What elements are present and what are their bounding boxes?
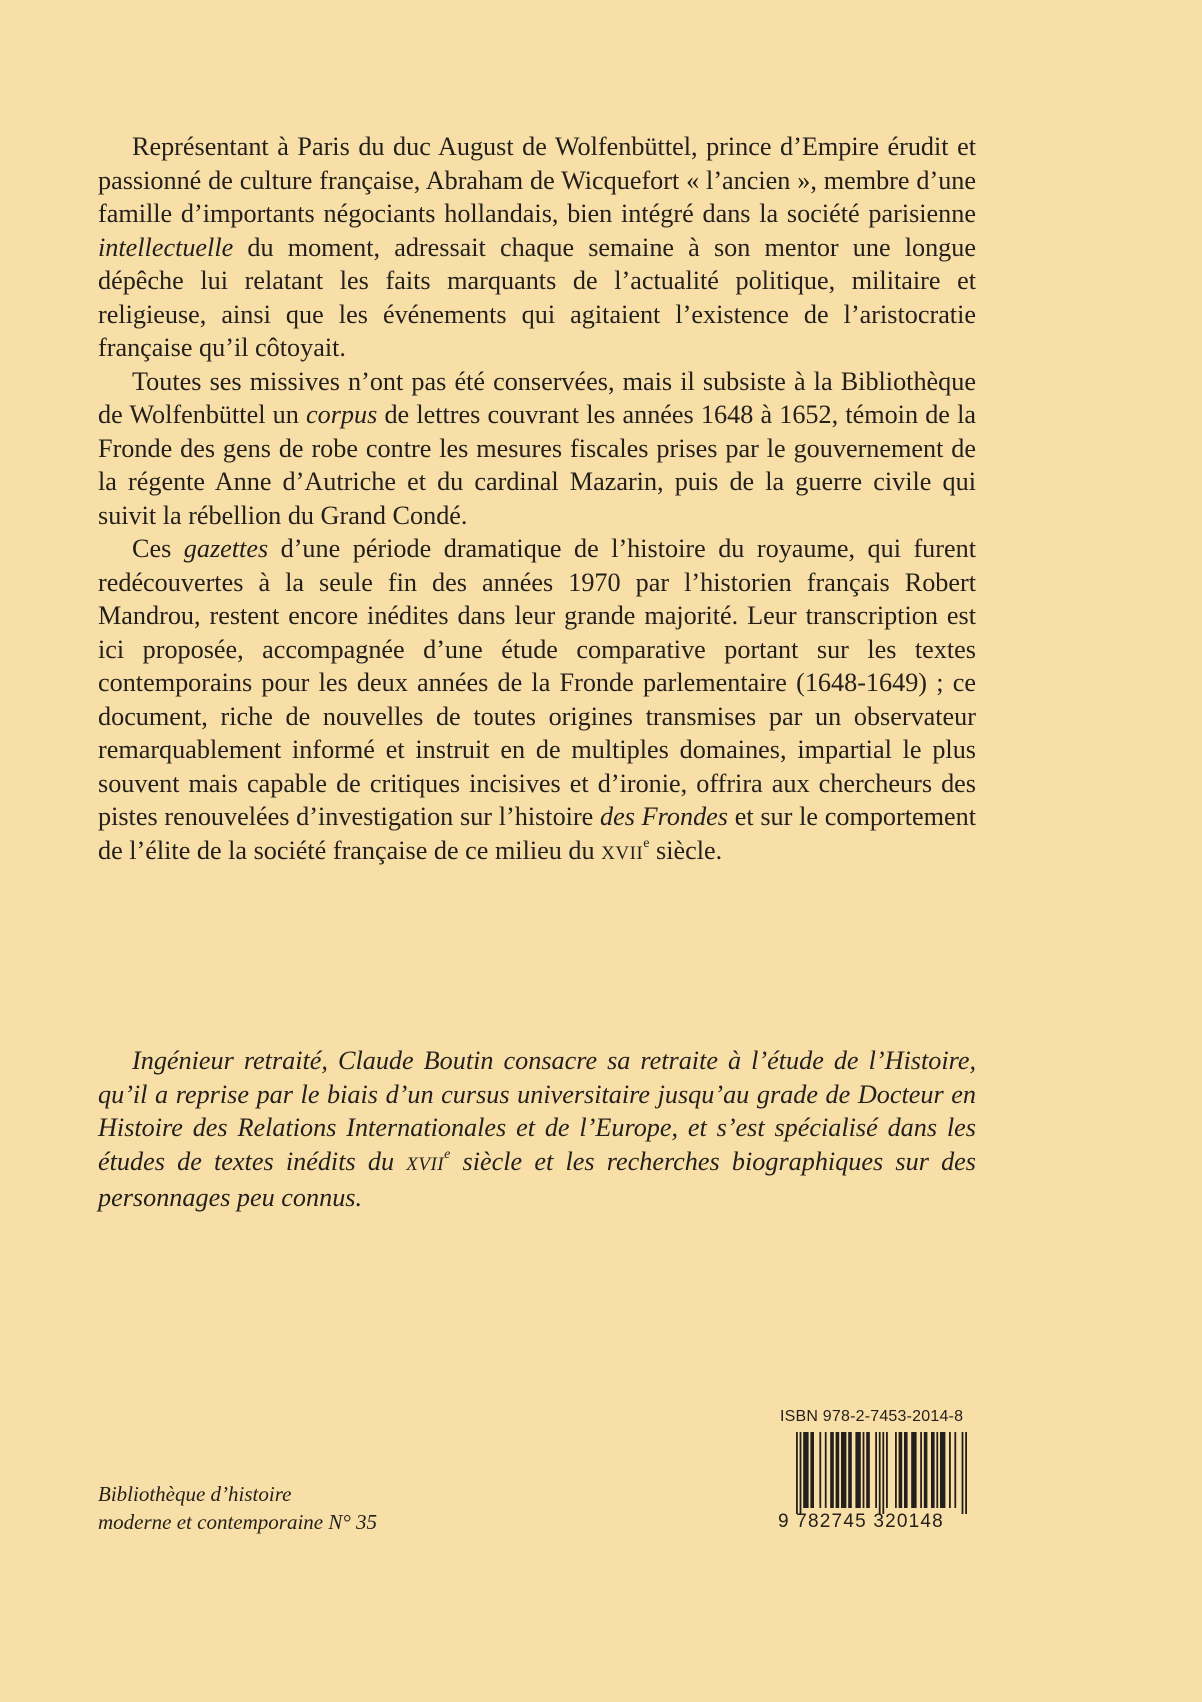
barcode-bars — [778, 1432, 970, 1514]
text-run: Représentant à Paris du duc August de Wolfenbüttel, prince d’Empire érudit et passionné de culture française, Abraham de Wicquefort « l’ancien », membre d’une famille d’importants négociants hollandais, bien intégré dans la société parisienne — [98, 132, 976, 228]
text-run: et sur le comportement de l’élite de la société française de ce milieu du — [98, 802, 976, 865]
barcode-bar — [899, 1432, 903, 1508]
italic-phrase: gazettes — [183, 534, 269, 563]
barcode-bar — [819, 1432, 821, 1508]
barcode-bar — [830, 1432, 834, 1508]
synopsis — [98, 130, 976, 870]
barcode-bar — [920, 1432, 922, 1508]
synopsis-paragraph — [98, 532, 976, 870]
text-run: du moment, adressait chaque semaine à son mentor une longue dépêche lui relatant les faits marquants de l’actualité politique, militaire et religieuse, ainsi que les événements qui agitaient l’existence de l’aristocratie française qu’il côtoyait. — [98, 232, 976, 362]
barcode-bar — [836, 1432, 840, 1508]
isbn-label: ISBN 978-2-7453-2014-8 — [780, 1408, 964, 1425]
barcode-bar — [825, 1432, 827, 1508]
superscript: e — [643, 835, 650, 851]
barcode-bar — [848, 1432, 852, 1508]
barcode-bar — [866, 1432, 870, 1508]
text-run: Toutes ses missives n’ont pas été conservées, mais il subsiste à la Bibliothèque de Wolfenbüttel un — [98, 366, 976, 429]
barcode-bar — [936, 1432, 938, 1508]
barcode-bar — [895, 1432, 897, 1508]
small-caps-numeral: XVII — [601, 842, 644, 864]
barcode-bar — [841, 1432, 846, 1508]
barcode-bar — [911, 1432, 916, 1508]
barcode-bar — [879, 1432, 881, 1514]
barcode-bar — [904, 1432, 908, 1508]
synopsis-paragraph — [98, 365, 976, 533]
synopsis-paragraph — [98, 130, 976, 365]
series-name — [98, 1480, 377, 1536]
text-run: siècle. — [649, 835, 723, 865]
barcode-digits: 9 782745 320148 — [778, 1511, 944, 1532]
barcode-bar — [954, 1432, 956, 1508]
text-run: Ces — [132, 534, 184, 563]
author-bio-paragraph — [98, 1044, 976, 1215]
text-run: siècle et les recherches biographiques sur des personnages peu connus. — [98, 1146, 976, 1212]
italic-phrase: intellectuelle — [98, 232, 234, 262]
author-bio — [98, 1044, 976, 1215]
barcode-bar — [886, 1432, 888, 1508]
barcode-bar — [931, 1432, 935, 1508]
barcode-bar — [855, 1432, 860, 1508]
barcode-bar — [810, 1432, 814, 1508]
barcode-bar — [803, 1432, 808, 1508]
barcode-bar — [800, 1432, 802, 1514]
small-caps-numeral: XVII — [406, 1153, 445, 1175]
series-line-2: moderne et contemporaine N° 35 — [98, 1510, 378, 1534]
barcode-bar — [924, 1432, 928, 1508]
barcode-bar — [863, 1432, 865, 1508]
italic-phrase: corpus — [305, 400, 378, 429]
barcode-bar — [962, 1432, 964, 1514]
barcode-bar — [882, 1432, 884, 1514]
isbn-barcode — [778, 1408, 970, 1532]
text-run: Ingénieur retraité, Claude Boutin consacre sa retraite à l’étude de l’Histoire, qu’il a reprise par le biais d’un cursus universitaire jusqu’au grade de Docteur en Histoire des Relations Internationales et de l’Europe, et s’est spécialisé dans les études de textes inédits du — [98, 1046, 976, 1176]
barcode-bar — [949, 1432, 951, 1508]
barcode-bar — [965, 1432, 967, 1514]
barcode-bar — [875, 1432, 877, 1508]
text-run: de lettres couvrant les années 1648 à 1652, témoin de la Fronde des gens de robe contre les mesures fiscales prises par le gouvernement de la régente Anne d’Autriche et du cardinal Mazarin, puis de la guerre civile qui suivit la rébellion du Grand Condé. — [98, 400, 976, 530]
italic-phrase: des Frondes — [600, 802, 728, 831]
superscript: e — [444, 1146, 451, 1162]
text-run: d’une période dramatique de l’histoire du royaume, qui furent redécouvertes à la seule fin des années 1970 par l’historien français Robert Mandrou, restent encore inédites dans leur grande majorité. Leur transcription est ici proposée, accompagnée d’une étude comparative portant sur les textes contemporains pour les deux années de la Fronde parlementaire (1648-1649) ; ce document, riche de nouvelles de toutes origines transmises par un observateur remarquablement informé et instruit en de multiples domaines, impartial le plus souvent mais capable de critiques incisives et d’ironie, offrira aux chercheurs des pistes renouvelées d’investigation sur l’histoire — [98, 534, 976, 831]
series-line-1: Bibliothèque d’histoire — [98, 1482, 292, 1506]
barcode-bar — [940, 1432, 945, 1508]
barcode-bar — [796, 1432, 798, 1514]
